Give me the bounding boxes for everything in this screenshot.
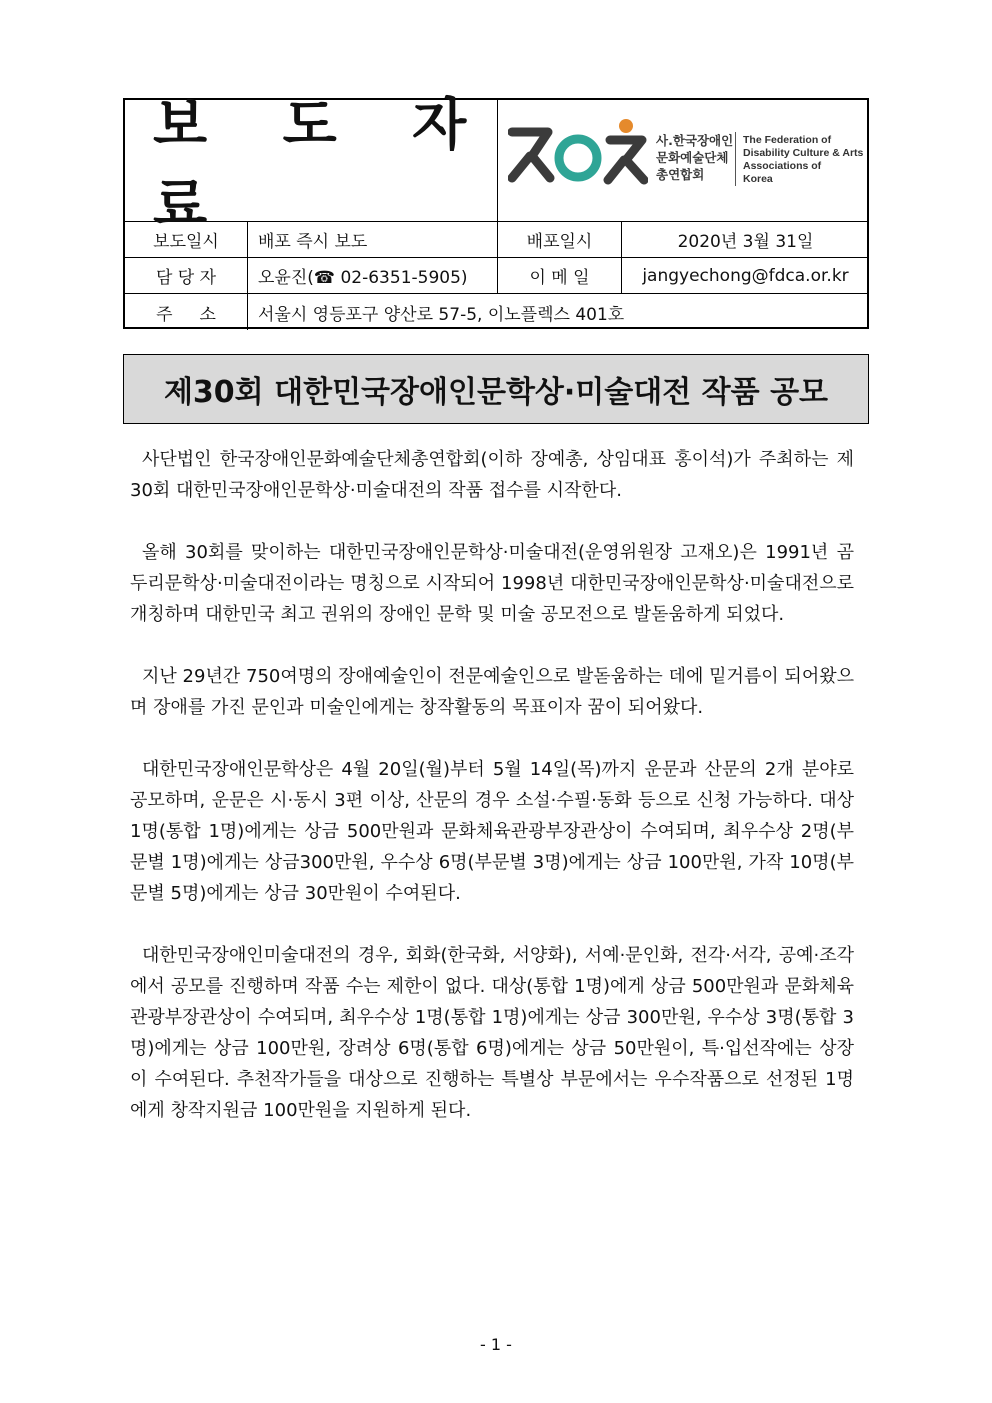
logo-ko-line: 사.한국장애인 xyxy=(656,133,734,148)
release-date-label: 보도일시 xyxy=(125,222,248,257)
logo-en-line: Associations of xyxy=(743,160,822,172)
contact-row xyxy=(125,258,867,294)
distribution-date-label: 배포일시 xyxy=(498,222,622,257)
release-date-row xyxy=(125,222,867,258)
header-top-row xyxy=(125,92,867,238)
logo-ko-line: 문화예술단체 xyxy=(656,150,729,165)
address-row xyxy=(125,294,867,330)
paragraph: 사단법인 한국장애인문화예술단체총연합회(이하 장예총, 상임대표 홍이석)가 주최하는 제30회 대한민국장애인문학상·미술대전의 작품 접수를 시작한다. xyxy=(130,449,854,501)
email-label: 이 메 일 xyxy=(498,258,622,293)
logo-korean-name xyxy=(656,132,733,183)
article-body xyxy=(130,444,854,1157)
release-date-value: 배포 즉시 보도 xyxy=(248,222,498,257)
logo-en-line: Disability Culture & Arts xyxy=(743,147,864,159)
logo-english-name xyxy=(743,134,863,186)
logo-en-line: The Federation of xyxy=(743,134,832,146)
contact-value: 오윤진(☎ 02-6351-5905) xyxy=(248,258,498,293)
headline: 제30회 대한민국장애인문학상·미술대전 작품 공모 xyxy=(123,354,869,424)
fdca-logo-icon xyxy=(508,118,648,190)
press-release-header xyxy=(123,92,869,329)
organization-logo xyxy=(498,100,869,221)
logo-ko-line: 총연합회 xyxy=(656,167,705,182)
logo-divider xyxy=(735,132,736,186)
paragraph: 올해 30회를 맞이하는 대한민국장애인문학상·미술대전(운영위원장 고재오)은 1991년 곰두리문학상·미술대전이라는 명칭으로 시작되어 1998년 대한민국장애인문학상·미술대전으로 개칭하며 대한민국 최고 권위의 장애인 문학 및 미술 공모전으로 발돋움하게 되었다. xyxy=(130,542,854,625)
distribution-date-value: 2020년 3월 31일 xyxy=(677,232,814,252)
paragraph: 지난 29년간 750여명의 장애예술인이 전문예술인으로 발돋움하는 데에 밑거름이 되어왔으며 장애를 가진 문인과 미술인에게는 창작활동의 목표이자 꿈이 되어왔다. xyxy=(130,666,854,718)
page-number: - 1 - xyxy=(480,1335,512,1354)
contact-label: 담 당 자 xyxy=(125,258,248,293)
address-value: 서울시 영등포구 양산로 57-5, 이노플렉스 401호 xyxy=(258,304,625,325)
address-label: 주 소 xyxy=(125,294,248,330)
paragraph: 대한민국장애인문학상은 4월 20일(월)부터 5월 14일(목)까지 운문과 산문의 2개 분야로 공모하며, 운문은 시·동시 3편 이상, 산문의 경우 소설·수필·동화 등으로 신청 가능하다. 대상1명(통합 1명)에게는 상금 500만원과 문화체육관광부장관상이 수여되며, 최우수상 2명(부문별 1명)에게는 상금300만원, 우수상 6명(부문별 3명)에게는 상금 100만원, 가작 10명(부문별 5명)에게는 상금 30만원이 수여된다. xyxy=(130,759,854,904)
email-value[interactable]: jangyechong@fdca.or.kr xyxy=(642,265,849,286)
document-title: 보 도 자 료 xyxy=(125,100,498,221)
paragraph: 대한민국장애인미술대전의 경우, 회화(한국화, 서양화), 서예·문인화, 전각·서각, 공예·조각에서 공모를 진행하며 작품 수는 제한이 없다. 대상(통합 1명)에게 상금 500만원과 문화체육관광부장관상이 수여되며, 최우수상 1명(통합 1명)에게는 상금 300만원, 우수상 3명(통합 3명)에게는 상금 100만원, 장려상 6명(통합 6명)에게는 상금 50만원이, 특·입선작에는 상장이 수여된다. 추천작가들을 대상으로 진행하는 특별상 부문에서는 우수작품으로 선정된 1명에게 창작지원금 100만원을 지원하게 된다. xyxy=(130,945,854,1121)
logo-en-line: Korea xyxy=(743,173,773,185)
